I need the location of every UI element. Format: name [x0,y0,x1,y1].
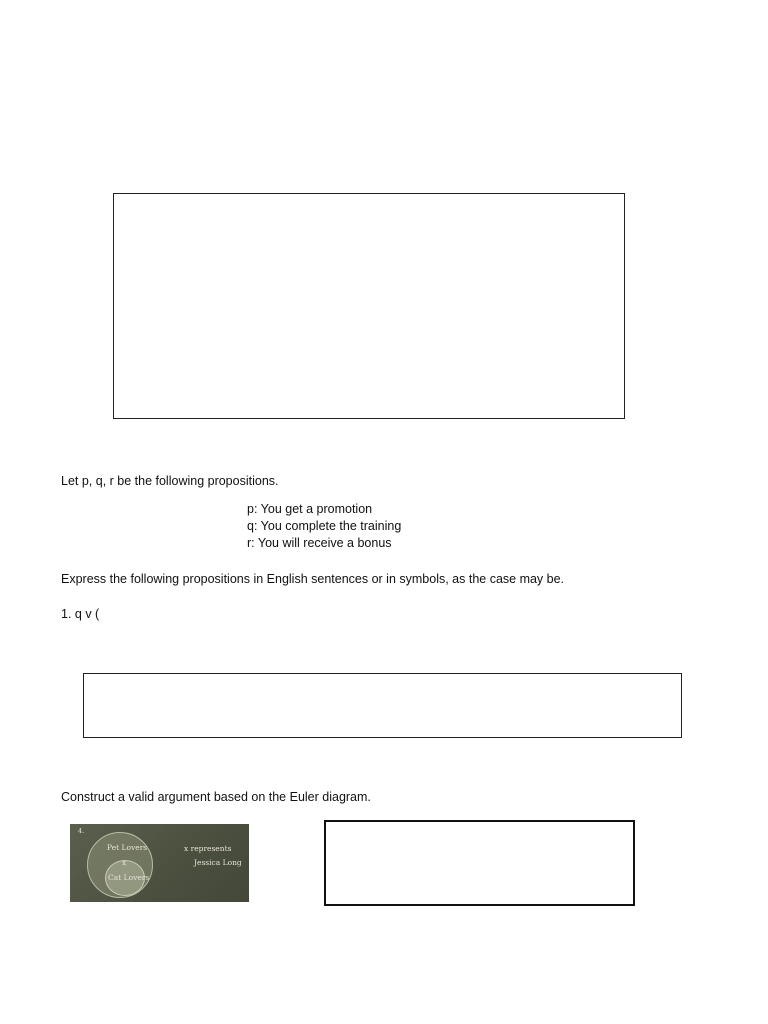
propositions-list [247,501,401,552]
note-line-1: x represents [184,844,232,853]
x-marker: x [122,858,127,867]
proposition-q: q: You complete the training [247,519,402,533]
intro-text: Let p, q, r be the following propositions. [61,474,279,488]
euler-diagram-image [70,824,249,902]
answer-box-1[interactable] [83,673,682,738]
question-1: 1. q v ( [61,607,100,621]
euler-prompt: Construct a valid argument based on the Euler diagram. [61,790,371,804]
proposition-p: p: You get a promotion [247,502,373,516]
cat-lovers-label: Cat Lovers [108,873,150,882]
euler-answer-box[interactable] [324,820,635,906]
pet-lovers-label: Pet Lovers [107,843,148,852]
diagram-number: 4. [78,827,85,835]
instruction-text: Express the following propositions in English sentences or in symbols, as the case may be. [61,572,565,586]
proposition-r: r: You will receive a bonus [247,536,392,550]
note-line-2: Jessica Long [194,858,242,867]
top-blank-box [113,193,625,419]
